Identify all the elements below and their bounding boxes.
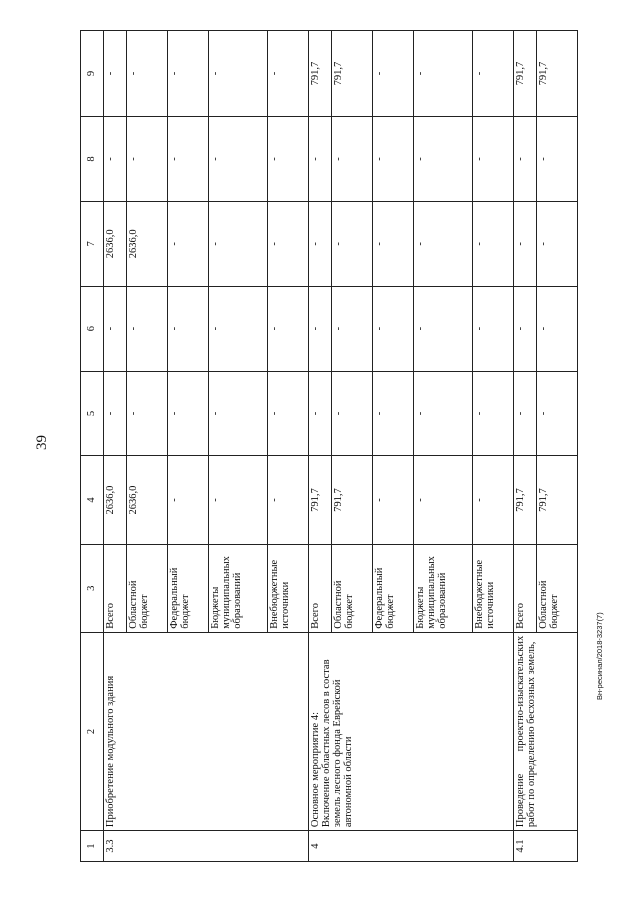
funding-source: Областной бюджет <box>331 544 372 632</box>
document-code: Вн-ресинал/2018-3237(7) <box>595 612 604 700</box>
value-cell: - <box>473 456 514 544</box>
value-cell: 791,7 <box>331 31 372 117</box>
funding-source: Бюджеты муниципальных образований <box>208 544 267 632</box>
value-cell: - <box>309 371 332 456</box>
value-cell: - <box>104 31 127 117</box>
funding-source: Внебюджетные источники <box>473 544 514 632</box>
value-cell: - <box>536 117 577 202</box>
table-row <box>309 31 332 862</box>
value-cell: - <box>473 201 514 286</box>
value-cell: 791,7 <box>536 31 577 117</box>
value-cell: - <box>331 371 372 456</box>
value-cell: - <box>208 286 267 371</box>
value-cell: - <box>268 117 309 202</box>
value-cell: - <box>208 31 267 117</box>
value-cell: - <box>514 286 537 371</box>
value-cell: - <box>331 286 372 371</box>
value-cell: - <box>126 371 167 456</box>
value-cell: - <box>167 371 208 456</box>
value-cell: - <box>331 117 372 202</box>
item-number: 3.3 <box>104 831 309 862</box>
funding-source: Всего <box>514 544 537 632</box>
header-cell: 9 <box>81 31 104 117</box>
value-cell: - <box>167 31 208 117</box>
value-cell: 791,7 <box>514 31 537 117</box>
value-cell: - <box>167 456 208 544</box>
value-cell: - <box>126 31 167 117</box>
rotated-table-wrapper <box>80 30 578 862</box>
value-cell: - <box>268 371 309 456</box>
funding-source: Всего <box>104 544 127 632</box>
value-cell: - <box>372 286 413 371</box>
table-row <box>514 31 537 862</box>
value-cell: - <box>268 31 309 117</box>
header-cell: 5 <box>81 371 104 456</box>
header-cell: 3 <box>81 544 104 632</box>
header-row <box>81 31 104 862</box>
item-title: Проведение проектно-изыскательских работ по определению бесхозных земель, <box>514 632 578 830</box>
item-title <box>309 632 514 830</box>
value-cell: - <box>208 201 267 286</box>
value-cell: 791,7 <box>331 456 372 544</box>
value-cell: - <box>536 201 577 286</box>
value-cell: 2636,0 <box>104 201 127 286</box>
value-cell: - <box>473 371 514 456</box>
header-cell: 1 <box>81 831 104 862</box>
value-cell: - <box>536 371 577 456</box>
value-cell: - <box>473 286 514 371</box>
item-number: 4 <box>309 831 514 862</box>
value-cell: - <box>372 201 413 286</box>
table-row <box>104 31 127 862</box>
value-cell: - <box>514 201 537 286</box>
value-cell: - <box>167 286 208 371</box>
value-cell: - <box>309 201 332 286</box>
funding-source: Бюджеты муниципальных образований <box>413 544 472 632</box>
funding-source: Областной бюджет <box>536 544 577 632</box>
value-cell: 791,7 <box>514 456 537 544</box>
value-cell: - <box>268 201 309 286</box>
funding-source: Внебюджетные источники <box>268 544 309 632</box>
value-cell: 2636,0 <box>126 456 167 544</box>
value-cell: - <box>413 31 472 117</box>
funding-source: Федеральный бюджет <box>167 544 208 632</box>
value-cell: - <box>126 286 167 371</box>
value-cell: - <box>126 117 167 202</box>
value-cell: - <box>372 456 413 544</box>
header-cell: 7 <box>81 201 104 286</box>
value-cell: - <box>309 286 332 371</box>
value-cell: - <box>372 31 413 117</box>
value-cell: - <box>268 456 309 544</box>
value-cell: - <box>167 117 208 202</box>
value-cell: - <box>104 286 127 371</box>
value-cell: - <box>514 117 537 202</box>
value-cell: - <box>473 31 514 117</box>
value-cell: - <box>309 117 332 202</box>
value-cell: - <box>413 201 472 286</box>
value-cell: - <box>413 286 472 371</box>
value-cell: - <box>413 371 472 456</box>
value-cell: - <box>372 117 413 202</box>
value-cell: 2636,0 <box>104 456 127 544</box>
value-cell: - <box>514 371 537 456</box>
item-title-line: Включение областных лесов в состав земель лесного фонда Еврейской автономной области <box>321 659 355 828</box>
header-cell: 2 <box>81 632 104 830</box>
value-cell: - <box>331 201 372 286</box>
funding-source: Федеральный бюджет <box>372 544 413 632</box>
value-cell: - <box>268 286 309 371</box>
value-cell: 791,7 <box>309 31 332 117</box>
value-cell: - <box>104 117 127 202</box>
value-cell: - <box>208 117 267 202</box>
value-cell: - <box>372 371 413 456</box>
value-cell: 2636,0 <box>126 201 167 286</box>
header-cell: 6 <box>81 286 104 371</box>
value-cell: - <box>413 117 472 202</box>
value-cell: 791,7 <box>309 456 332 544</box>
value-cell: - <box>413 456 472 544</box>
page-number: 39 <box>34 435 50 450</box>
header-cell: 4 <box>81 456 104 544</box>
header-cell: 8 <box>81 117 104 202</box>
budget-table <box>80 30 578 862</box>
item-number: 4.1 <box>514 831 578 862</box>
item-title: Приобретение модульного здания <box>104 632 309 830</box>
value-cell: - <box>167 201 208 286</box>
funding-source: Всего <box>309 544 332 632</box>
funding-source: Областной бюджет <box>126 544 167 632</box>
value-cell: - <box>536 286 577 371</box>
value-cell: - <box>473 117 514 202</box>
value-cell: 791,7 <box>536 456 577 544</box>
value-cell: - <box>104 371 127 456</box>
item-title-line: Основное мероприятие 4: <box>310 712 321 828</box>
value-cell: - <box>208 371 267 456</box>
value-cell: - <box>208 456 267 544</box>
